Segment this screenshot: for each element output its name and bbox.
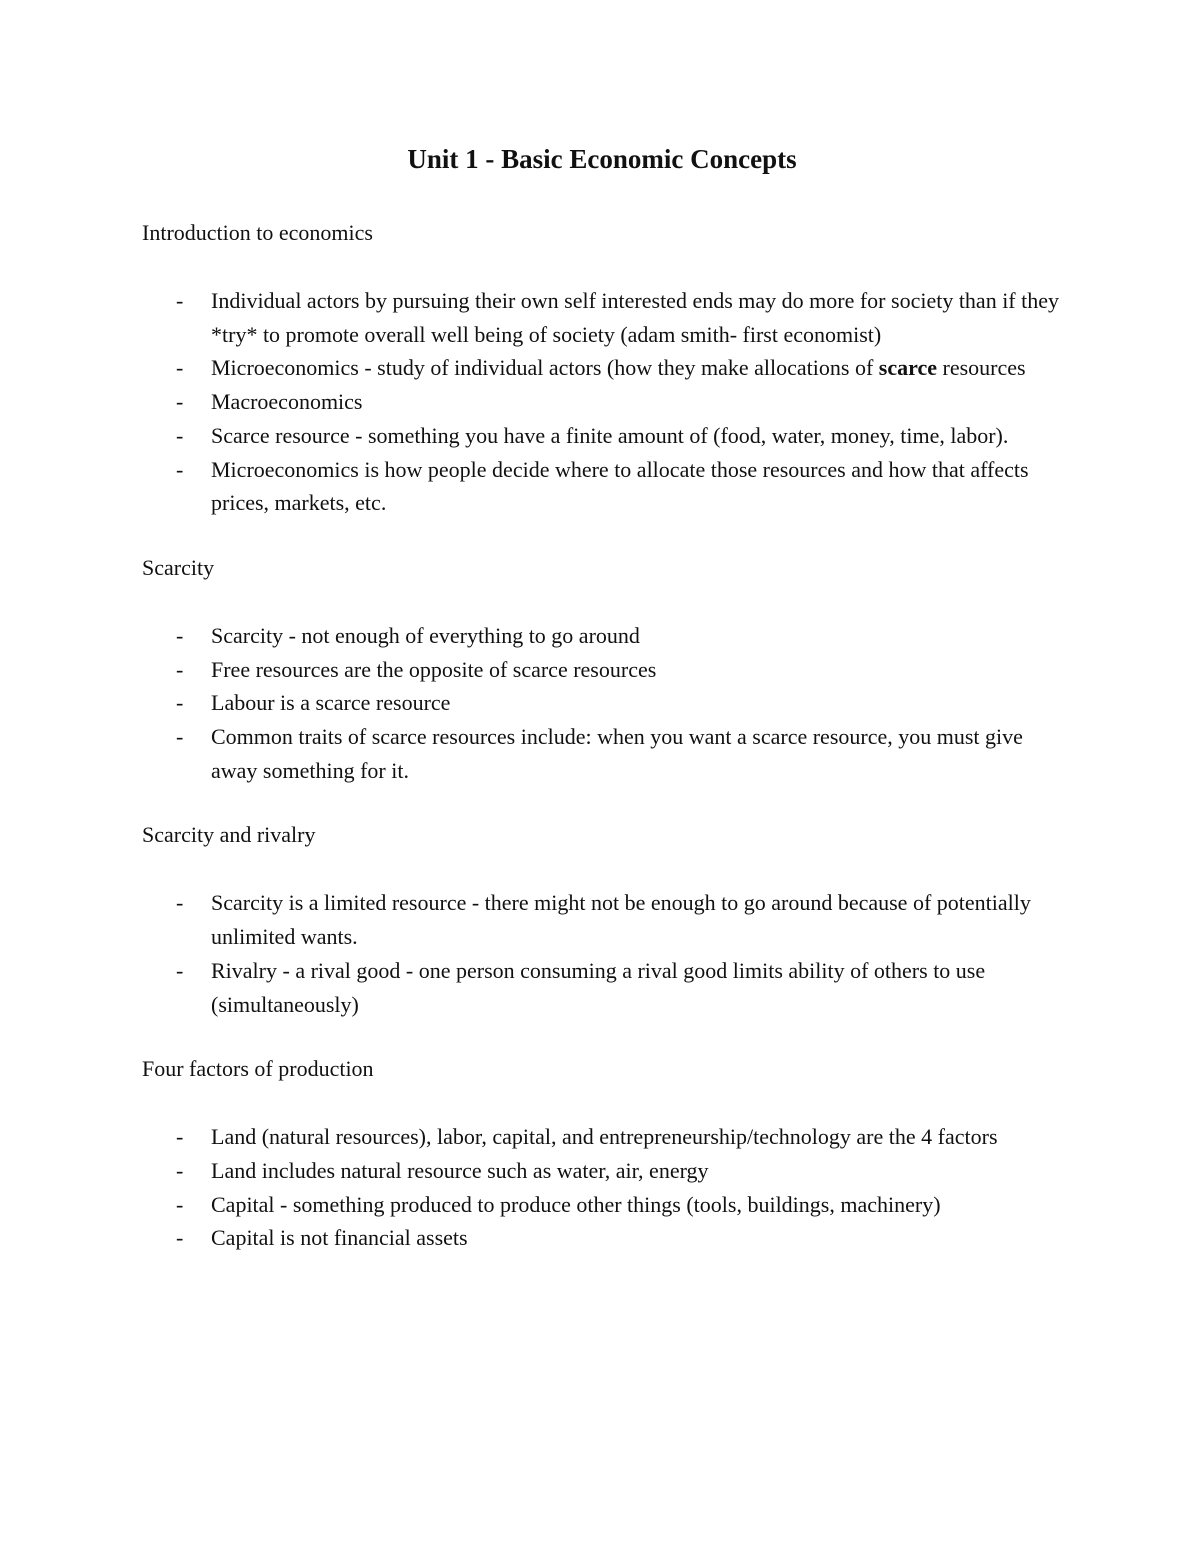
bullet-list (142, 619, 1060, 788)
bullet-dash: - (176, 957, 184, 983)
bullet-list (142, 284, 1060, 520)
list-item: - Microeconomics - study of individual actors (how they make allocations of scarce resources (142, 351, 1062, 385)
bullet-dash: - (176, 1157, 184, 1183)
list-item: - Rivalry - a rival good - one person consuming a rival good limits ability of others to use (simultaneously) (142, 954, 1062, 1021)
bullet-dash: - (176, 1124, 184, 1150)
list-item: - Individual actors by pursuing their own self interested ends may do more for society than if they *try* to promote overall well being of society (adam smith- first economist) (142, 284, 1062, 351)
section-heading: Introduction to economics (142, 220, 373, 245)
list-item: - Land includes natural resource such as water, air, energy (142, 1154, 1062, 1188)
list-item: - Land (natural resources), labor, capital, and entrepreneurship/technology are the 4 factors (142, 1120, 1062, 1154)
bullet-list (142, 1120, 1060, 1255)
list-item: - Common traits of scarce resources include: when you want a scarce resource, you must give away something for it. (142, 720, 1062, 787)
list-item: - Scarcity - not enough of everything to go around (142, 619, 1062, 653)
bullet-dash: - (176, 422, 184, 448)
section-heading: Scarcity and rivalry (142, 822, 316, 848)
bullet-dash: - (176, 690, 184, 716)
list-item: - Scarcity is a limited resource - there might not be enough to go around because of potentially unlimited wants. (142, 886, 1062, 953)
bullet-dash: - (176, 288, 184, 313)
bullet-list (142, 886, 1060, 1021)
list-item: - Microeconomics is how people decide where to allocate those resources and how that affects prices, markets, etc. (142, 453, 1062, 520)
page-title: Unit 1 - Basic Economic Concepts (407, 144, 797, 174)
bullet-dash: - (176, 890, 184, 916)
list-item: - Scarce resource - something you have a finite amount of (food, water, money, time, labor). (142, 419, 1062, 453)
bullet-dash: - (176, 1191, 184, 1217)
list-item: - Capital - something produced to produce other things (tools, buildings, machinery) (142, 1188, 1062, 1222)
list-item: - Free resources are the opposite of scarce resources (142, 653, 1062, 687)
bullet-dash: - (176, 656, 184, 682)
bullet-dash: - (176, 389, 184, 415)
section-heading: Scarcity (142, 554, 215, 580)
bold-word: scarce (878, 355, 938, 381)
list-item: - Macroeconomics (142, 385, 1062, 419)
section-heading: Four factors of production (142, 1056, 374, 1082)
bullet-dash: - (176, 355, 184, 381)
list-item: - Labour is a scarce resource (142, 686, 1062, 720)
list-item: - Capital is not financial assets (142, 1221, 1062, 1255)
bullet-dash: - (176, 622, 184, 648)
bullet-dash: - (176, 724, 184, 750)
bullet-dash: - (176, 1225, 184, 1251)
bullet-dash: - (176, 456, 184, 482)
